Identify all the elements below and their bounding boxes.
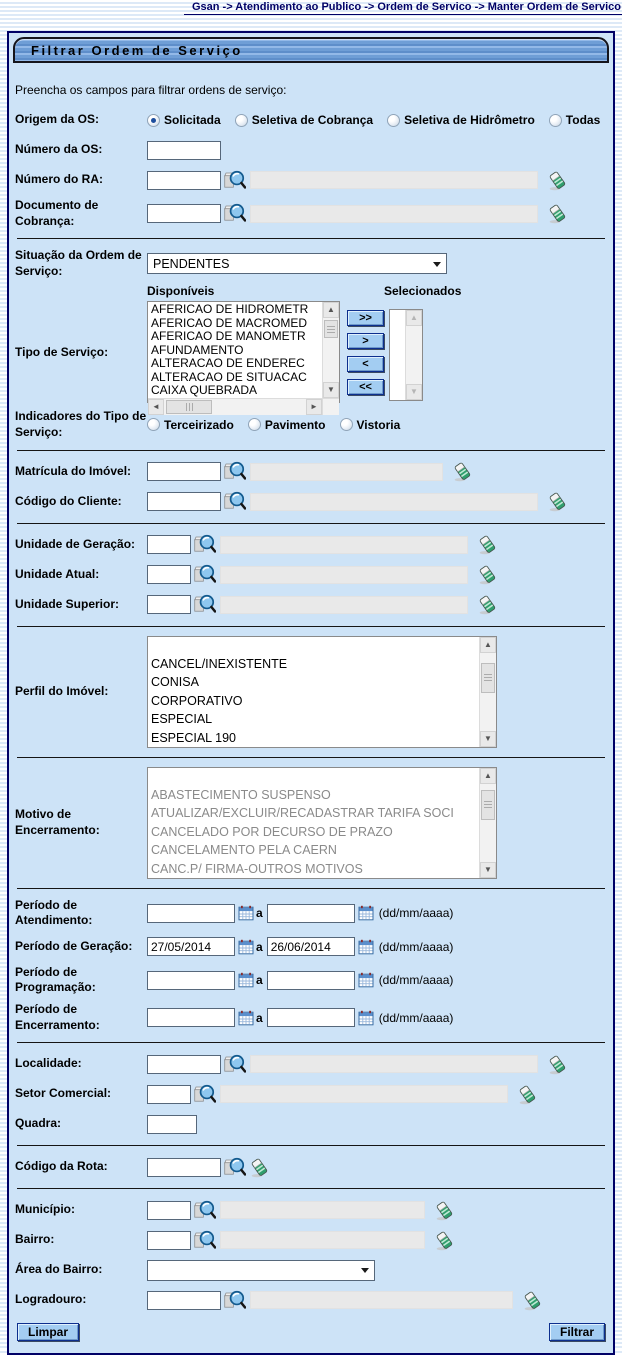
radio-icon[interactable] — [340, 418, 353, 431]
move-right-button[interactable]: > — [347, 333, 384, 349]
list-item[interactable]: AFUNDAMENTO — [151, 342, 244, 357]
separator — [17, 888, 605, 889]
field-row-doc-cobranca — [9, 198, 613, 229]
motivo-encerramento-label: Motivo de Encerramento: — [15, 806, 100, 837]
unidade-geracao-input[interactable] — [147, 535, 191, 554]
list-item[interactable]: ESPECIAL — [151, 712, 213, 727]
scroll-up-arrow[interactable]: ▲ — [406, 310, 422, 326]
radio-label: Pavimento — [264, 417, 326, 432]
logradouro-input[interactable] — [147, 1291, 221, 1310]
radio-icon[interactable] — [549, 114, 562, 127]
list-item[interactable]: CAIXA QUEBRADA — [151, 383, 258, 398]
radio-icon[interactable] — [235, 114, 248, 127]
range-separator: a — [256, 939, 263, 954]
list-item[interactable]: CONISA — [151, 675, 199, 690]
list-item[interactable]: ALTERACAO DE ENDEREC — [151, 356, 305, 371]
selecionados-listbox[interactable] — [389, 309, 423, 401]
vertical-scrollbar — [322, 302, 339, 398]
breadcrumb-bar — [0, 0, 622, 15]
actions-row — [9, 1315, 613, 1353]
codigo-rota-label: Código da Rota: — [15, 1159, 108, 1174]
field-row-periodo-atendimento — [9, 898, 613, 929]
radio-icon[interactable] — [387, 114, 400, 127]
field-row-quadra — [9, 1112, 613, 1136]
disponiveis-items — [148, 302, 322, 398]
instruction-row — [9, 78, 613, 102]
municipio-description — [220, 1201, 425, 1219]
range-separator: a — [256, 973, 263, 988]
list-item[interactable]: ALTERACAO DE SITUACAC — [151, 369, 307, 384]
scroll-up-arrow[interactable]: ▲ — [323, 302, 339, 318]
radio-label: Todas — [565, 113, 601, 127]
field-row-origem — [9, 108, 613, 132]
field-row-municipio — [9, 1198, 613, 1222]
eraser-icon[interactable] — [547, 490, 568, 513]
field-row-unidade-atual — [9, 563, 613, 587]
localidade-label: Localidade: — [15, 1056, 82, 1071]
eraser-icon[interactable] — [434, 1229, 455, 1252]
calendar-icon[interactable] — [358, 1010, 374, 1026]
field-row-situacao — [9, 248, 613, 279]
eraser-icon[interactable] — [547, 202, 568, 225]
calendar-icon[interactable] — [238, 972, 254, 988]
radio-label: Seletiva de Cobrança — [251, 113, 374, 127]
separator — [17, 1145, 605, 1146]
area-bairro-label: Área do Bairro: — [15, 1262, 103, 1277]
search-icon[interactable] — [223, 1156, 246, 1179]
periodo-geracao-label: Período de Geração: — [15, 938, 133, 953]
codigo-cliente-description — [250, 493, 538, 511]
list-item[interactable]: CANCEL/INEXISTENTE — [151, 656, 288, 671]
eraser-icon[interactable] — [452, 460, 473, 483]
scroll-down-arrow[interactable]: ▼ — [406, 384, 422, 400]
motivo-encerramento-items — [148, 768, 479, 878]
scrollbar-thumb[interactable] — [481, 663, 495, 693]
chevron-down-icon — [361, 1268, 369, 1277]
search-icon[interactable] — [223, 1053, 246, 1076]
logradouro-description — [250, 1291, 513, 1309]
periodo-atendimento-from-input[interactable] — [147, 904, 235, 923]
list-item[interactable]: CANCELADO POR DECURSO DE PRAZO — [151, 824, 393, 839]
field-row-matricula — [9, 460, 613, 484]
periodo-encerramento-to-input[interactable] — [267, 1008, 355, 1027]
doc-cobranca-input[interactable] — [147, 204, 221, 223]
origem-radio-group — [147, 113, 600, 127]
field-row-logradouro — [9, 1288, 613, 1312]
unidade-geracao-label: Unidade de Geração: — [15, 536, 136, 551]
vertical-scrollbar — [479, 768, 496, 878]
unidade-atual-input[interactable] — [147, 565, 191, 584]
field-row-periodo-encerramento — [9, 1002, 613, 1033]
scroll-right-arrow[interactable]: ► — [306, 399, 322, 415]
codigo-cliente-input[interactable] — [147, 492, 221, 511]
field-row-area-bairro — [9, 1258, 613, 1282]
date-format-hint: (dd/mm/aaaa) — [378, 1010, 454, 1025]
search-icon[interactable] — [223, 1289, 246, 1312]
eraser-icon[interactable] — [477, 533, 498, 556]
field-row-indicadores — [9, 409, 613, 440]
perfil-imovel-label: Perfil do Imóvel: — [15, 683, 109, 698]
area-bairro-select[interactable] — [147, 1260, 375, 1281]
periodo-encerramento-label: Período de Encerramento: — [15, 1001, 100, 1032]
codigo-rota-input[interactable] — [147, 1158, 221, 1177]
indicadores-radio-group — [147, 418, 400, 432]
bairro-label: Bairro: — [15, 1232, 55, 1247]
scroll-down-arrow[interactable]: ▼ — [480, 862, 496, 878]
field-row-bairro — [9, 1228, 613, 1252]
matricula-description — [250, 463, 443, 481]
instruction-text: Preencha os campos para filtrar ordens de serviço: — [15, 83, 287, 97]
date-format-hint: (dd/mm/aaaa) — [378, 939, 454, 954]
scrollbar-thumb[interactable] — [481, 790, 495, 820]
unidade-atual-label: Unidade Atual: — [15, 566, 100, 581]
numero-ra-description — [250, 171, 538, 189]
list-item[interactable]: ATUALIZAR/EXCLUIR/RECADASTRAR TARIFA SOCI — [151, 806, 454, 821]
periodo-geracao-to-input[interactable] — [267, 937, 355, 956]
calendar-icon[interactable] — [238, 905, 254, 921]
eraser-icon[interactable] — [249, 1156, 270, 1179]
eraser-icon[interactable] — [477, 563, 498, 586]
municipio-label: Município: — [15, 1202, 75, 1217]
list-item[interactable]: AFERICAO DE MANOMETR — [151, 329, 306, 344]
unidade-superior-input[interactable] — [147, 595, 191, 614]
disponiveis-header: Disponíveis — [147, 284, 215, 299]
setor-comercial-label: Setor Comercial: — [15, 1086, 112, 1101]
periodo-geracao-from-input[interactable] — [147, 937, 235, 956]
list-item[interactable]: ABASTECIMENTO SUSPENSO — [151, 787, 331, 802]
selecionados-items — [390, 310, 405, 400]
separator — [17, 757, 605, 758]
eraser-icon[interactable] — [547, 1053, 568, 1076]
search-icon[interactable] — [193, 1199, 216, 1222]
field-row-periodo-geracao — [9, 935, 613, 959]
field-row-motivo-encerramento — [9, 767, 613, 879]
doc-cobranca-description — [250, 205, 538, 223]
separator — [17, 523, 605, 524]
radio-solicitada[interactable] — [147, 113, 221, 127]
list-item[interactable]: AFERICAO DE MACROMED — [151, 315, 308, 330]
indicadores-label: Indicadores do Tipo de Serviço: — [15, 409, 147, 439]
scrollbar-thumb[interactable] — [324, 320, 338, 338]
municipio-input[interactable] — [147, 1201, 191, 1220]
separator — [17, 1042, 605, 1043]
vertical-scrollbar — [479, 637, 496, 747]
field-row-codigo-cliente — [9, 490, 613, 514]
perfil-imovel-items — [148, 637, 479, 747]
search-icon[interactable] — [193, 1083, 216, 1106]
chevron-down-icon — [433, 262, 441, 271]
radio-todas[interactable] — [549, 113, 600, 127]
setor-comercial-description — [220, 1085, 508, 1103]
doc-cobranca-label: Documento de Cobrança: — [15, 198, 99, 228]
range-separator: a — [256, 1010, 263, 1025]
radio-label: Vistoria — [356, 417, 401, 432]
move-all-right-button[interactable]: >> — [347, 310, 384, 326]
list-item[interactable]: ESPECIAL 190 — [151, 730, 237, 745]
situacao-select[interactable] — [147, 253, 447, 274]
list-item[interactable]: CANCELAMENTO PELA CAERN — [151, 843, 337, 858]
perfil-imovel-listbox[interactable] — [147, 636, 497, 748]
date-format-hint: (dd/mm/aaaa) — [378, 906, 454, 921]
filter-panel — [7, 31, 615, 1355]
field-row-unidade-geracao — [9, 533, 613, 557]
periodo-atendimento-label: Período de Atendimento: — [15, 897, 93, 928]
transfer-buttons — [347, 310, 384, 395]
range-separator: a — [256, 906, 263, 921]
periodo-programacao-from-input[interactable] — [147, 971, 235, 990]
radio-icon[interactable] — [147, 418, 160, 431]
situacao-label: Situação da Ordem de Serviço: — [15, 248, 142, 278]
numero-ra-input[interactable] — [147, 171, 221, 190]
radio-pavimento[interactable] — [248, 418, 326, 432]
scroll-up-arrow[interactable]: ▲ — [480, 768, 496, 784]
matricula-input[interactable] — [147, 462, 221, 481]
matricula-label: Matrícula do Imóvel: — [15, 463, 132, 478]
eraser-icon[interactable] — [547, 169, 568, 192]
search-icon[interactable] — [193, 563, 216, 586]
search-icon[interactable] — [223, 169, 246, 192]
radio-vistoria[interactable] — [340, 418, 401, 432]
selecionados-header: Selecionados — [384, 284, 462, 299]
radio-icon[interactable] — [248, 418, 261, 431]
separator — [17, 238, 605, 239]
bairro-description — [220, 1231, 425, 1249]
field-row-codigo-rota — [9, 1155, 613, 1179]
search-icon[interactable] — [193, 533, 216, 556]
periodo-programacao-label: Período de Programação: — [15, 964, 96, 995]
search-icon[interactable] — [223, 490, 246, 513]
eraser-icon[interactable] — [434, 1199, 455, 1222]
vertical-scrollbar — [405, 310, 422, 400]
date-format-hint: (dd/mm/aaaa) — [378, 973, 454, 988]
page-title: Filtrar Ordem de Serviço — [13, 37, 609, 63]
limpar-button[interactable]: Limpar — [17, 1323, 79, 1341]
filtrar-button[interactable]: Filtrar — [549, 1323, 605, 1341]
radio-terceirizado[interactable] — [147, 418, 234, 432]
move-left-button[interactable]: < — [347, 356, 384, 372]
field-row-localidade — [9, 1052, 613, 1076]
list-item[interactable]: CORPORATIVO — [151, 693, 243, 708]
list-item[interactable]: CANC.P/ FIRMA-OUTROS MOTIVOS — [151, 861, 363, 876]
move-all-left-button[interactable]: << — [347, 379, 384, 395]
field-row-numero-ra — [9, 168, 613, 192]
numero-ra-label: Número do RA: — [15, 172, 103, 187]
search-icon[interactable] — [223, 460, 246, 483]
search-icon[interactable] — [193, 1229, 216, 1252]
field-row-tipo-servico — [9, 301, 613, 411]
radio-seletiva-cobranca[interactable] — [235, 113, 373, 127]
scroll-down-arrow[interactable]: ▼ — [480, 731, 496, 747]
field-row-unidade-superior — [9, 593, 613, 617]
quadra-input[interactable] — [147, 1115, 197, 1134]
localidade-input[interactable] — [147, 1055, 221, 1074]
dual-list-headers — [9, 284, 613, 298]
periodo-programacao-to-input[interactable] — [267, 971, 355, 990]
logradouro-label: Logradouro: — [15, 1292, 87, 1307]
breadcrumb[interactable]: Gsan -> Atendimento ao Publico -> Ordem de Servico -> Manter Ordem de Servico — [184, 1, 622, 15]
numero-os-input[interactable] — [147, 141, 221, 160]
radio-seletiva-hidrometro[interactable] — [387, 113, 535, 127]
localidade-description — [250, 1055, 538, 1073]
numero-os-label: Número da OS: — [15, 142, 103, 157]
tipo-servico-label: Tipo de Serviço: — [15, 344, 109, 359]
eraser-icon[interactable] — [477, 593, 498, 616]
disponiveis-listbox[interactable] — [147, 301, 340, 411]
scroll-up-arrow[interactable]: ▲ — [480, 637, 496, 653]
list-item[interactable]: AFERICAO DE HIDROMETR — [151, 302, 309, 317]
calendar-icon[interactable] — [358, 905, 374, 921]
scroll-left-arrow[interactable]: ◄ — [148, 399, 164, 415]
separator — [17, 626, 605, 627]
periodo-encerramento-from-input[interactable] — [147, 1008, 235, 1027]
field-row-periodo-programacao — [9, 965, 613, 996]
unidade-superior-description — [220, 596, 468, 614]
radio-label: Solicitada — [164, 113, 221, 127]
calendar-icon[interactable] — [238, 939, 254, 955]
panel-body — [9, 65, 613, 1353]
unidade-superior-label: Unidade Superior: — [15, 596, 120, 611]
separator — [17, 450, 605, 451]
origem-label: Origem da OS: — [15, 112, 100, 127]
calendar-icon[interactable] — [238, 1010, 254, 1026]
periodo-atendimento-to-input[interactable] — [267, 904, 355, 923]
codigo-cliente-label: Código do Cliente: — [15, 493, 122, 508]
field-row-setor-comercial — [9, 1082, 613, 1106]
search-icon[interactable] — [223, 202, 246, 225]
eraser-icon[interactable] — [517, 1083, 538, 1106]
separator — [17, 1188, 605, 1189]
radio-label: Seletiva de Hidrômetro — [404, 113, 535, 127]
field-row-perfil-imovel — [9, 636, 613, 748]
unidade-geracao-description — [220, 536, 468, 554]
eraser-icon[interactable] — [522, 1289, 543, 1312]
radio-icon[interactable] — [147, 114, 160, 127]
calendar-icon[interactable] — [358, 972, 374, 988]
motivo-encerramento-listbox[interactable] — [147, 767, 497, 879]
setor-comercial-input[interactable] — [147, 1085, 191, 1104]
quadra-label: Quadra: — [15, 1116, 62, 1131]
radio-label: Terceirizado — [164, 417, 234, 432]
unidade-atual-description — [220, 566, 468, 584]
bairro-input[interactable] — [147, 1231, 191, 1250]
situacao-selected-value: PENDENTES — [153, 256, 230, 271]
search-icon[interactable] — [193, 593, 216, 616]
scroll-down-arrow[interactable]: ▼ — [323, 382, 339, 398]
calendar-icon[interactable] — [358, 939, 374, 955]
field-row-numero-os — [9, 138, 613, 162]
